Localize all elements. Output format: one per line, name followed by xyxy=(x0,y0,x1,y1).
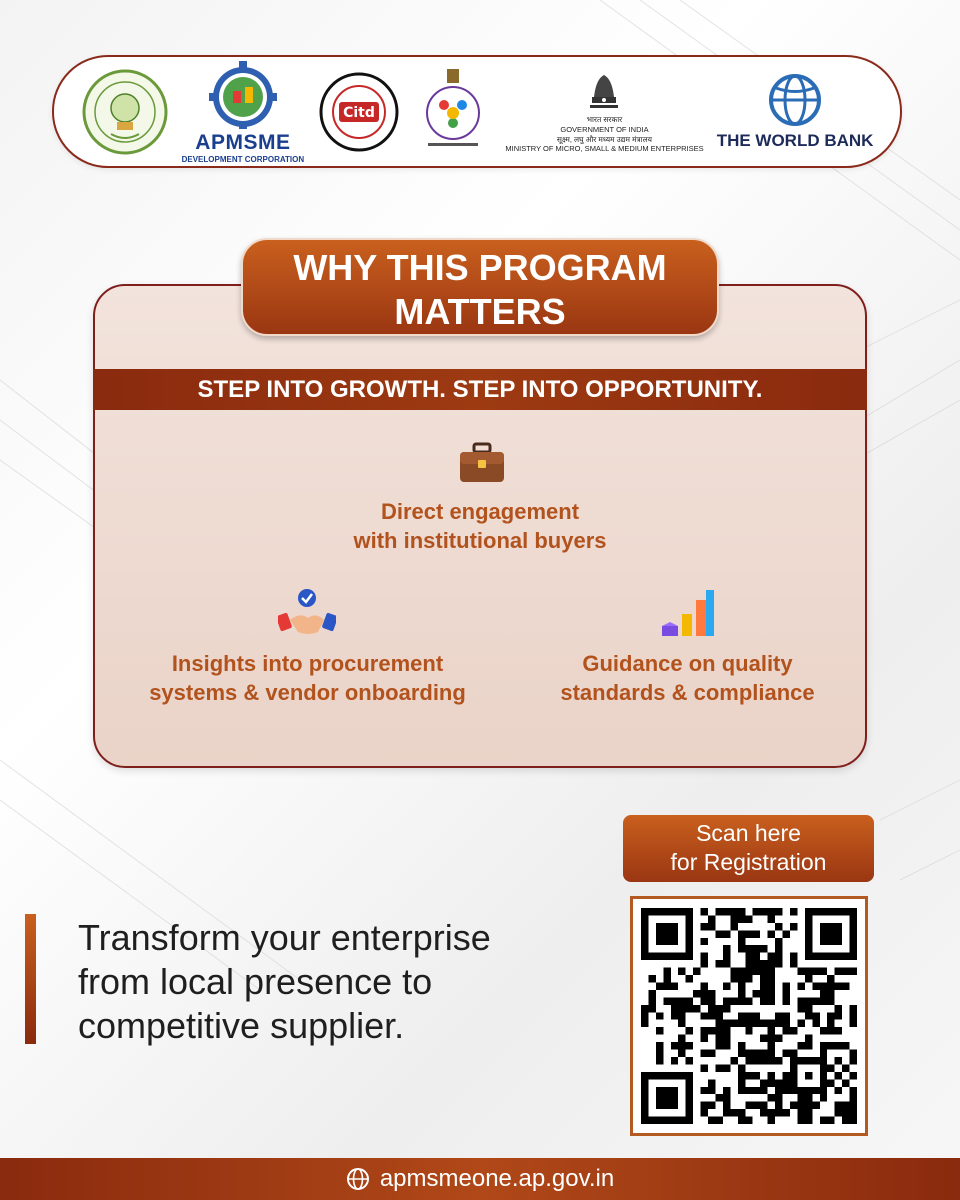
ap-government-emblem xyxy=(81,68,169,156)
citd-logo xyxy=(317,70,401,154)
ramp-emblem-icon xyxy=(414,69,492,155)
closing-statement xyxy=(78,916,578,1048)
scan-line2: for Registration xyxy=(670,849,827,875)
bar-chart-icon xyxy=(662,588,716,640)
scan-line1: Scan here xyxy=(696,820,801,846)
card-title-line2: MATTERS xyxy=(394,291,566,332)
citd-seal-icon xyxy=(317,70,401,154)
benefit-procurement-insights xyxy=(110,649,505,707)
benefit-1-line2: with institutional buyers xyxy=(353,528,607,553)
globe-icon xyxy=(346,1167,370,1191)
ramp-logo xyxy=(414,69,492,155)
ap-emblem-icon xyxy=(81,68,169,156)
msme-line4: MINISTRY OF MICRO, SMALL & MEDIUM ENTERPRISES xyxy=(505,144,704,154)
msme-ministry-text xyxy=(505,115,703,154)
apmsme-name: APMSME xyxy=(195,131,291,154)
scan-registration-badge xyxy=(623,815,874,882)
benefit-direct-engagement xyxy=(260,497,700,555)
benefit-3-line1: Guidance on quality xyxy=(582,651,793,676)
qr-code-icon xyxy=(641,907,857,1125)
tagline-band: STEP INTO GROWTH. STEP INTO OPPORTUNITY. xyxy=(93,369,867,410)
apmsme-gear-icon xyxy=(197,59,289,129)
world-bank-globe-icon xyxy=(768,73,822,127)
closing-line3: competitive supplier. xyxy=(78,1005,405,1046)
footer-url[interactable]: apmsmeone.ap.gov.in xyxy=(379,1165,615,1192)
benefit-2-line2: systems & vendor onboarding xyxy=(149,680,466,705)
card-title xyxy=(241,238,719,336)
partner-logos-bar xyxy=(52,55,902,168)
msme-line1: भारत सरकार xyxy=(586,115,623,124)
apmsme-logo xyxy=(182,59,305,164)
benefit-1-line1: Direct engagement xyxy=(380,499,580,524)
footer-bar xyxy=(0,1158,960,1200)
msme-line2: GOVERNMENT OF INDIA xyxy=(560,124,649,134)
briefcase-icon xyxy=(458,442,506,486)
msme-ministry-logo xyxy=(505,69,703,154)
closing-line2: from local presence to xyxy=(78,961,433,1002)
benefit-3-line2: standards & compliance xyxy=(560,680,815,705)
registration-qr-code[interactable] xyxy=(630,896,868,1136)
ashoka-emblem-icon xyxy=(584,69,624,115)
card-title-line1: WHY THIS PROGRAM xyxy=(293,247,667,288)
handshake-icon xyxy=(278,588,336,640)
closing-line1: Transform your enterprise xyxy=(78,917,491,958)
svg-text:Citd: Citd xyxy=(343,104,376,121)
benefit-2-line1: Insights into procurement xyxy=(171,651,444,676)
world-bank-logo xyxy=(717,73,874,151)
apmsme-subtitle: DEVELOPMENT CORPORATION xyxy=(181,155,305,164)
msme-line3: सूक्ष्म, लघु और मध्यम उद्यम मंत्रालय xyxy=(556,134,653,144)
benefit-quality-guidance xyxy=(520,649,855,707)
world-bank-name: THE WORLD BANK xyxy=(716,130,874,150)
accent-bar xyxy=(25,914,36,1044)
